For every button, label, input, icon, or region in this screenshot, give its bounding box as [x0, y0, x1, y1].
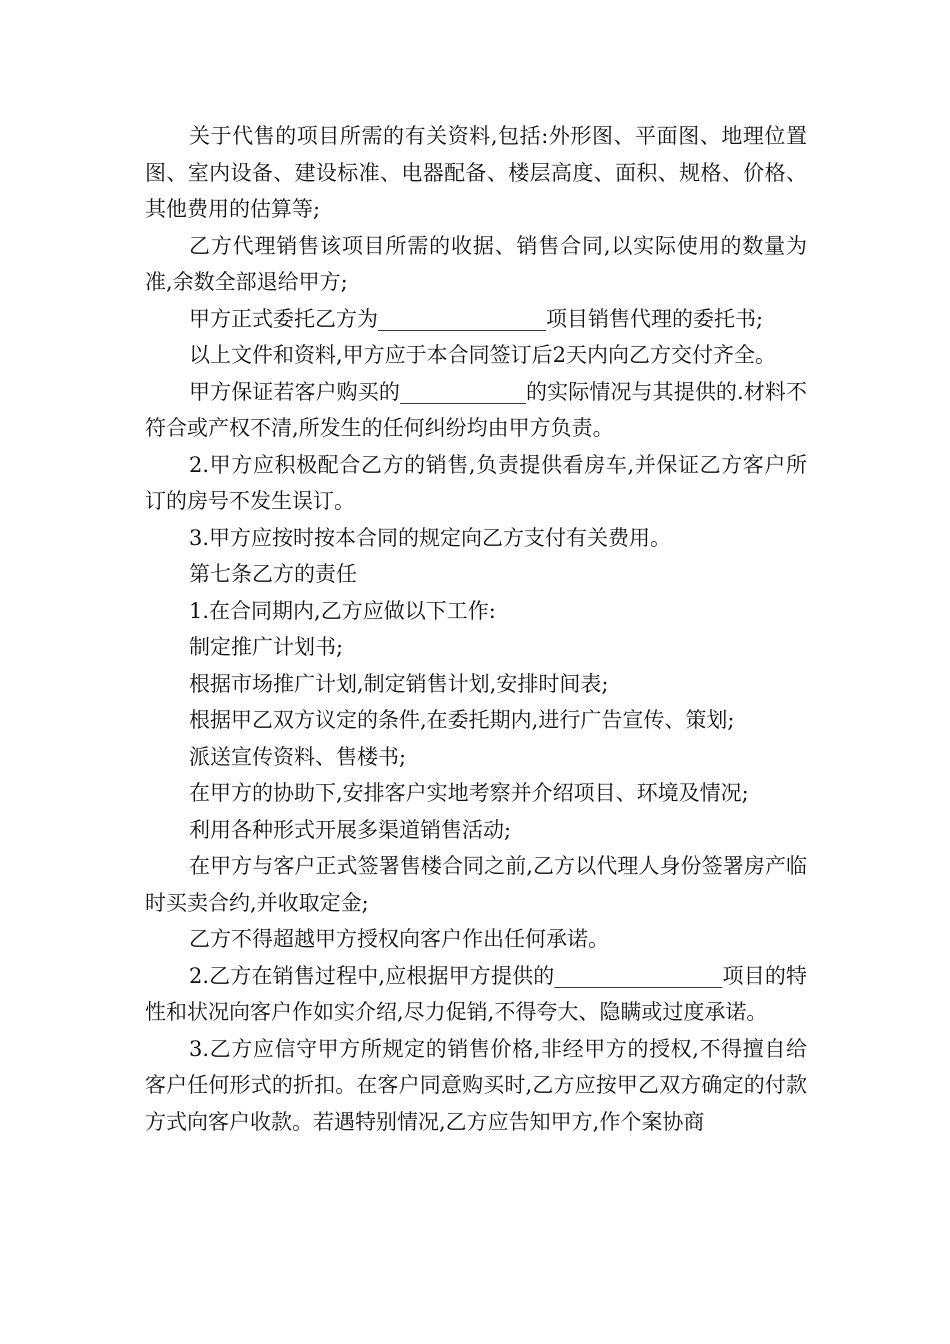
paragraph-accurate-introduction: 2.乙方在销售过程中,应根据甲方提供的________________项目的特性和状况向客户作如实介绍,尽力促销,不得夸大、隐瞒或过度承诺。: [145, 963, 807, 1024]
paragraph-pricing-compliance: 3.乙方应信守甲方所规定的销售价格,非经甲方的授权,不得擅自给客户任何形式的折扣。在客户同意购买时,乙方应按甲乙双方确定的付款方式向客户收款。若遇特别情况,乙方应告知甲方,作个案协商: [145, 1036, 807, 1134]
paragraph-materials-list: 关于代售的项目所需的有关资料,包括:外形图、平面图、地理位置图、室内设备、建设标准、电器配备、楼层高度、面积、规格、价格、其他费用的估算等;: [145, 124, 807, 221]
list-item-temporary-contract: 在甲方与客户正式签署售楼合同之前,乙方以代理人身份签署房产临时买卖合约,并收取定金;: [145, 854, 807, 915]
document-body: [145, 118, 807, 1140]
paragraph-party-a-payment: 3.甲方应按时按本合同的规定向乙方支付有关费用。: [189, 525, 672, 550]
paragraph-party-b-duties-intro: 1.在合同期内,乙方应做以下工作:: [189, 598, 496, 623]
paragraph-delivery-deadline: 以上文件和资料,甲方应于本合同签订后2天内向乙方交付齐全。: [189, 343, 777, 367]
paragraph-authorization-letter: 甲方正式委托乙方为________________项目销售代理的委托书;: [189, 306, 764, 331]
list-item-distribute-materials: 派送宣传资料、售楼书;: [189, 744, 407, 769]
paragraph-receipts-contracts: 乙方代理销售该项目所需的收据、销售合同,以实际使用的数量为准,余数全部退给甲方;: [145, 233, 807, 294]
list-item-advertising: 根据甲乙双方议定的条件,在委托期内,进行广告宣传、策划;: [189, 708, 735, 732]
list-item-sales-plan: 根据市场推广计划,制定销售计划,安排时间表;: [189, 671, 609, 696]
section-heading-article-7: 第七条乙方的责任: [189, 562, 357, 586]
paragraph-party-a-cooperation: 2.甲方应积极配合乙方的销售,负责提供看房车,并保证乙方客户所订的房号不发生误订。: [145, 452, 807, 513]
list-item-multichannel-sales: 利用各种形式开展多渠道销售活动;: [189, 817, 512, 842]
list-item-no-unauthorized-promises: 乙方不得超越甲方授权向客户作出任何承诺。: [189, 927, 609, 951]
paragraph-party-a-guarantee: 甲方保证若客户购买的____________的实际情况与其提供的.材料不符合或产权不清,所发生的任何纠纷均由甲方负责。: [145, 379, 807, 440]
list-item-promotion-plan: 制定推广计划书;: [189, 635, 344, 659]
list-item-site-visits: 在甲方的协助下,安排客户实地考察并介绍项目、环境及情况;: [189, 781, 749, 805]
